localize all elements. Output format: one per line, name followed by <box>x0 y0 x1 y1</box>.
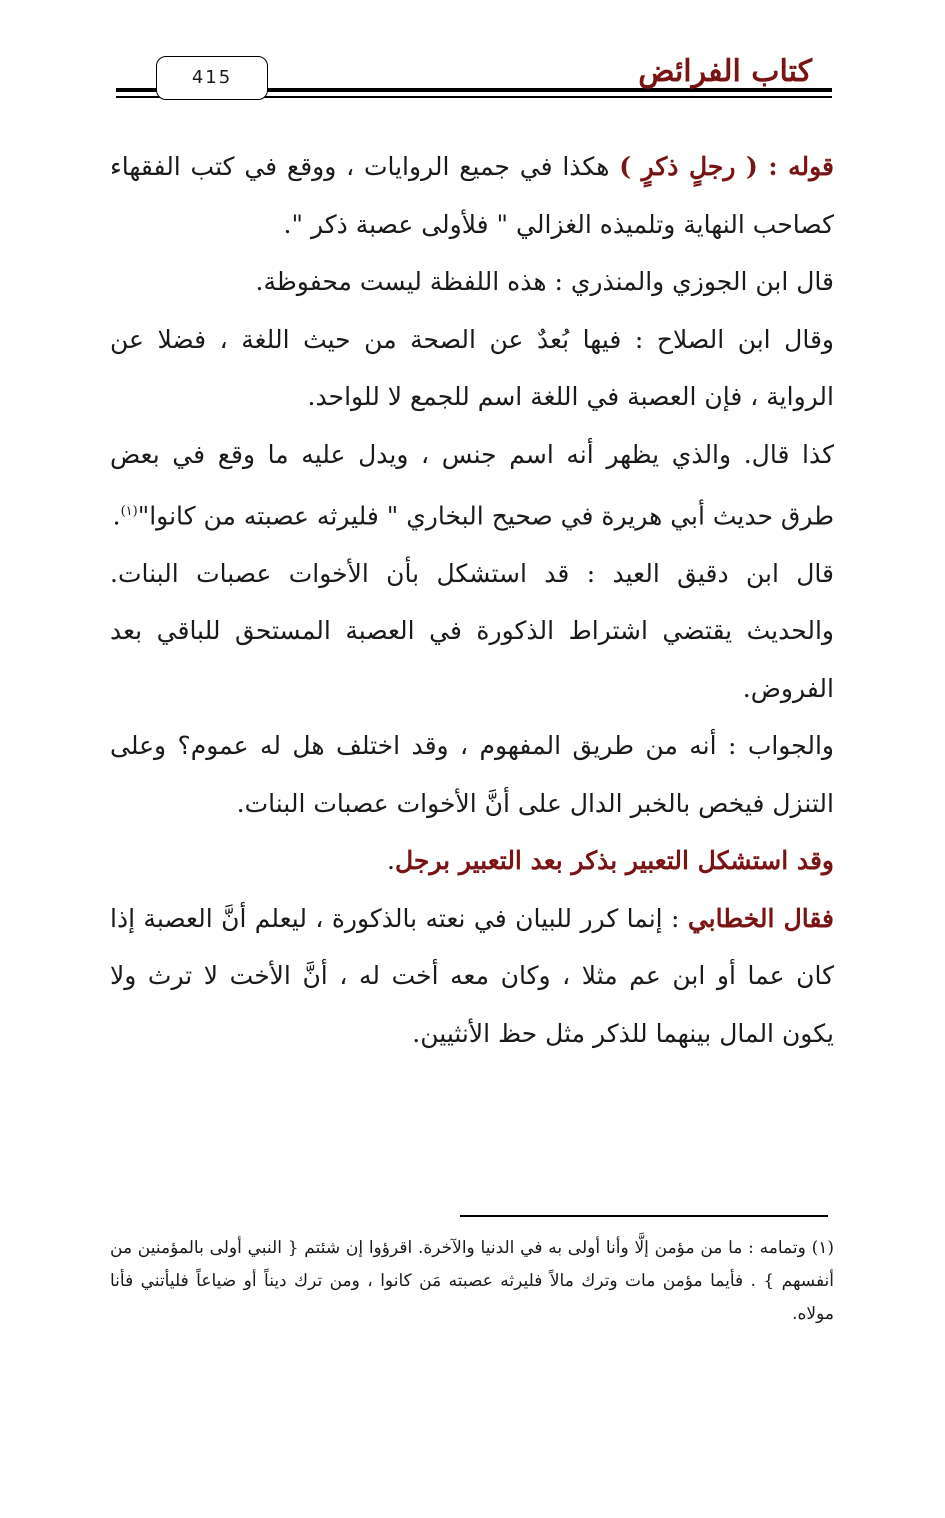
highlight-phrase: قوله : ( رجلٍ ذكرٍ ) <box>619 152 834 181</box>
highlight-heading: وقد استشكل التعبير بذكر بعد التعبير برجل <box>394 846 834 876</box>
page-number: 415 <box>156 56 268 100</box>
main-text <box>110 138 834 1062</box>
highlight-name: فقال الخطابي <box>687 903 835 933</box>
page-header <box>116 52 832 104</box>
footnote-separator <box>460 1215 828 1217</box>
footnote-ref[interactable]: (١) <box>120 504 138 519</box>
paragraph-4: كذا قال. والذي يظهر أنه اسم جنس ، ويدل عليه ما وقع في بعض طرق حديث أبي هريرة في صحيح البخاري " فليرثه عصبته من كانوا"$^{(١)}$. <box>110 439 834 531</box>
paragraph-3: وقال ابن الصلاح : فيها بُعدٌ عن الصحة من حيث اللغة ، فضلا عن الرواية ، فإن العصبة في اللغة اسم للجمع لا للواحد. <box>110 324 834 411</box>
paragraph-7: وقد استشكل التعبير بذكر بعد التعبير برجل. <box>387 846 834 876</box>
footnote: (١) وتمامه : ما من مؤمن إلَّا وأنا أولى به في الدنيا والآخرة. اقرؤوا إن شئتم { النبي أولى بالمؤمنين من أنفسهم } . فأيما مؤمن مات وترك مالاً فليرثه عصبته مَن كانوا ، ومن ترك ديناً أو ضياعاً فليأتني فأنا مولاه. <box>110 1238 834 1324</box>
paragraph-6: والجواب : أنه من طريق المفهوم ، وقد اختلف هل له عموم؟ وعلى التنزل فيخص بالخبر الدال على أنَّ الأخوات عصبات البنات. <box>110 731 834 818</box>
paragraph-1: قوله : ( رجلٍ ذكرٍ ) هكذا في جميع الروايات ، ووقع في كتب الفقهاء كصاحب النهاية وتلميذه الغزالي " فلأولى عصبة ذكر ". <box>110 152 834 239</box>
book-title: كتاب الفرائض <box>638 54 812 89</box>
paragraph-8: فقال الخطابي : إنما كرر للبيان في نعته بالذكورة ، ليعلم أنَّ العصبة إذا كان عما أو ابن عم مثلا ، وكان معه أخت له ، أنَّ الأخت لا ترث ولا يكون المال بينهما للذكر مثل حظ الأنثيين. <box>110 903 835 1048</box>
paragraph-2: قال ابن الجوزي والمنذري : هذه اللفظة ليست محفوظة. <box>255 267 834 296</box>
paragraph-5: قال ابن دقيق العيد : قد استشكل بأن الأخوات عصبات البنات. والحديث يقتضي اشتراط الذكورة في العصبة المستحق للباقي بعد الفروض. <box>110 558 834 703</box>
